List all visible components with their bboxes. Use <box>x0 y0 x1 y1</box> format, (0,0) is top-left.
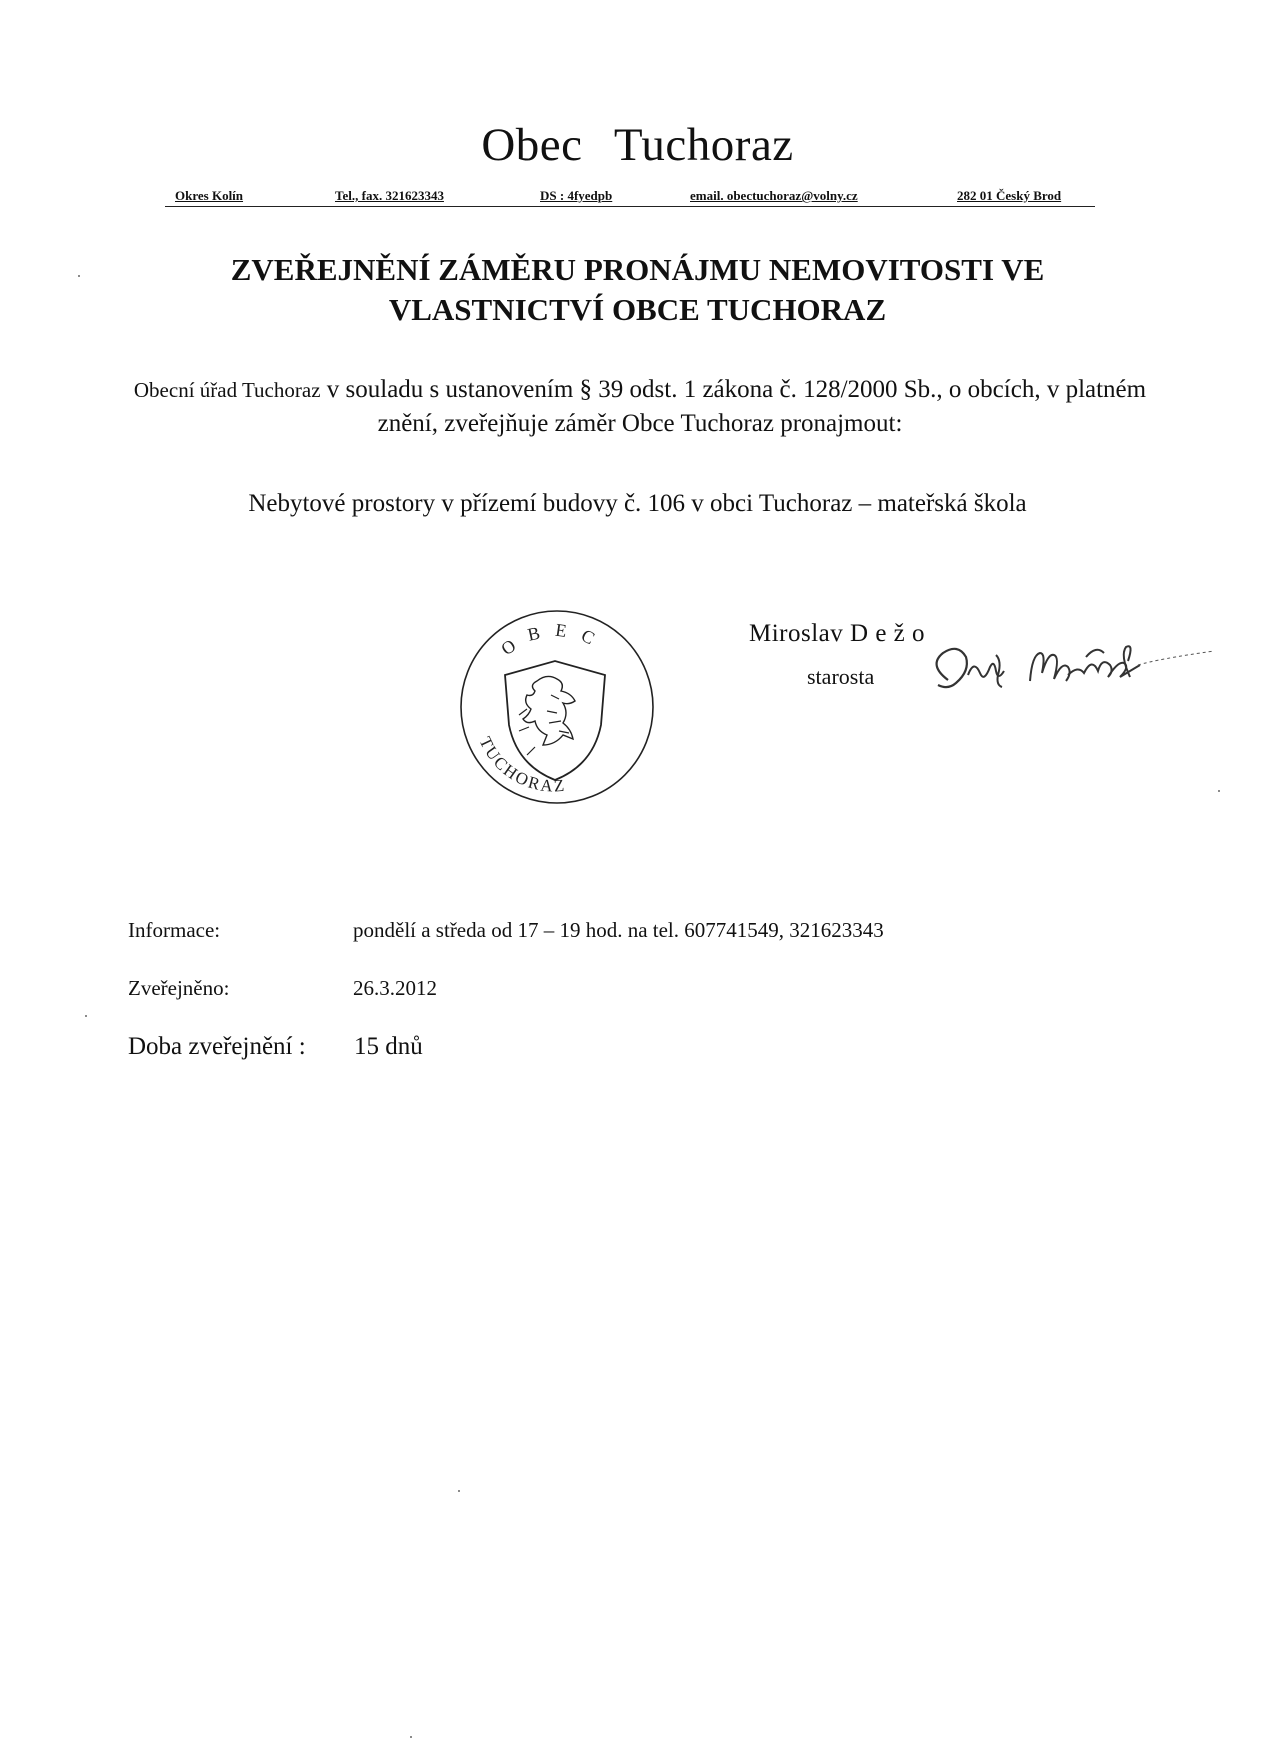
scan-speck <box>78 275 80 277</box>
municipal-stamp <box>455 605 660 810</box>
information-value: pondělí a středa od 17 – 19 hod. na tel. 607741549, 321623343 <box>353 918 884 942</box>
phone-text: Tel., fax. 321623343 <box>335 188 444 203</box>
scan-speck <box>1218 790 1220 792</box>
notice-heading-line-2: VLASTNICTVÍ OBCE TUCHORAZ <box>388 292 887 327</box>
scan-speck <box>458 1490 460 1492</box>
intro-lead: Obecní úřad Tuchoraz <box>133 378 321 402</box>
svg-text:OBEC: OBEC <box>497 619 611 660</box>
svg-text:TUCHORAZ: TUCHORAZ <box>475 733 567 796</box>
handwritten-signature <box>918 635 1218 710</box>
scan-speck <box>85 1015 87 1017</box>
coat-of-arms-icon <box>505 661 605 780</box>
data-box-text: DS : 4fyedpb <box>540 188 613 203</box>
intro-rest: v souladu s ustanovením § 39 odst. 1 zákona č. 128/2000 Sb., o obcích, v platném znění, zveřejňuje záměr Obce Tuchoraz pronajmout: <box>320 376 1147 437</box>
published-label: Zveřejněno: <box>128 976 230 1000</box>
postal-city-text: 282 01 Český Brod <box>957 188 1062 203</box>
published-value: 26.3.2012 <box>353 976 437 1000</box>
notice-heading-line-1: ZVEŘEJNĚNÍ ZÁMĚRU PRONÁJMU NEMOVITOSTI VE <box>230 252 1045 287</box>
intro-paragraph <box>120 373 1160 441</box>
signatory-role: starosta <box>807 664 875 689</box>
district-text: Okres Kolín <box>175 188 244 203</box>
scan-speck <box>410 1736 412 1738</box>
duration-value: 15 dnů <box>354 1033 423 1060</box>
signatory-name: Miroslav D e ž o <box>749 620 926 647</box>
lease-subject: Nebytové prostory v přízemí budovy č. 106 v obci Tuchoraz – mateřská škola <box>248 490 1027 517</box>
page-title: Obec Tuchoraz <box>481 119 794 171</box>
information-label: Informace: <box>128 918 221 942</box>
email-text: email. obectuchoraz@volny.cz <box>690 188 858 203</box>
notice-heading <box>0 250 1275 330</box>
duration-label: Doba zveřejnění : <box>128 1033 306 1060</box>
stamp-graphic <box>455 605 660 810</box>
contact-line <box>165 186 1095 207</box>
